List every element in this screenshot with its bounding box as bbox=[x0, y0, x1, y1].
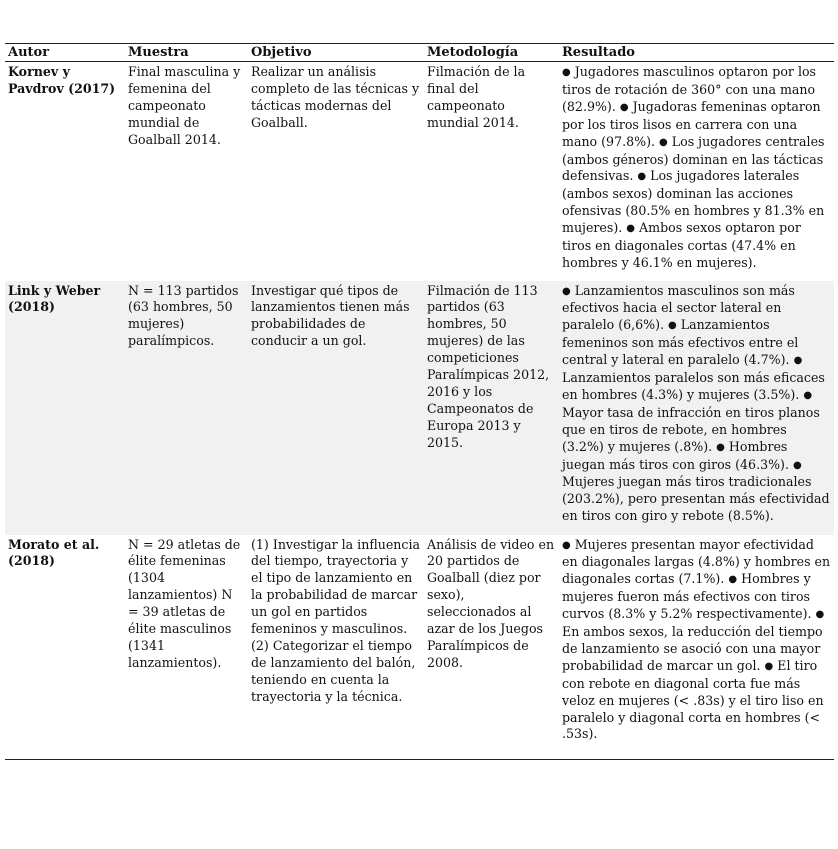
cell-muestra: Final masculina y femenina del campeonato mundial de Goalball 2014. bbox=[128, 64, 241, 147]
table-row bbox=[5, 62, 834, 281]
literature-table-container bbox=[5, 43, 834, 760]
result-item: Jugadores masculinos optaron por los tiros de rotación de 360° con una mano (82.9%). bbox=[562, 64, 817, 114]
result-item: Mujeres presentan mayor efectividad en diagonales largas (4.8%) y hombres en diagonales cortas (7.1%). bbox=[562, 536, 831, 587]
bullet-icon: ● bbox=[793, 459, 802, 471]
result-item: Lanzamientos femeninos son más efectivos entre el central y lateral en paralelo (4.7%). bbox=[562, 317, 799, 368]
table-row bbox=[5, 535, 834, 760]
result-item: Los jugadores centrales (ambos géneros) dominan en las tácticas defensivas. bbox=[562, 133, 825, 184]
cell-metodologia: Filmación de la final del campeonato mundial 2014. bbox=[427, 64, 526, 130]
result-item: Hombres y mujeres fueron más efectivos con tiros curvos (8.3% y 5.2% respectivamente). bbox=[562, 571, 812, 622]
result-item: El tiro con rebote en diagonal corta fue más veloz en mujeres (< .83s) y el tiro liso en paralelo y diagonal corta en hombres (< .53s). bbox=[562, 657, 824, 742]
bullet-icon: ● bbox=[764, 660, 774, 672]
result-item: En ambos sexos, la reducción del tiempo de lanzamiento se asoció con una mayor probabilidad de marcar un gol. bbox=[562, 624, 823, 673]
bullet-icon: ● bbox=[668, 320, 677, 332]
result-item: Mayor tasa de infracción en tiros planos que en tiros de rebote, en hombres (3.2%) y mujeres (.8%). bbox=[562, 404, 820, 454]
bullet-icon: ● bbox=[793, 355, 803, 367]
result-item: Hombres juegan más tiros con giros (46.3%). bbox=[562, 438, 789, 472]
cell-muestra: N = 113 partidos (63 hombres, 50 mujeres) paralímpicos. bbox=[125, 281, 248, 535]
bullet-icon: ● bbox=[637, 171, 647, 183]
cell-objetivo: Realizar un análisis completo de las técnicas y tácticas modernas del Goalball. bbox=[251, 64, 420, 130]
result-item: Lanzamientos masculinos son más efectivos hacia el sector lateral en paralelo (6,6%). bbox=[562, 282, 795, 333]
bullet-icon: ● bbox=[728, 574, 738, 586]
result-item: Mujeres juegan más tiros tradicionales (203.2%), pero presentan más efectividad en tiros con giro y rebote (8.5%). bbox=[562, 474, 830, 524]
bullet-icon: ● bbox=[562, 539, 571, 551]
header-objetivo: Objetivo bbox=[248, 44, 424, 62]
cell-autor: Kornev y Pavdrov (2017) bbox=[8, 64, 116, 96]
table-row bbox=[5, 281, 834, 535]
cell-resultado bbox=[559, 62, 834, 281]
bullet-icon: ● bbox=[815, 609, 825, 621]
header-resultado: Resultado bbox=[559, 44, 834, 62]
literature-review-table bbox=[5, 43, 834, 760]
header-autor: Autor bbox=[5, 44, 125, 62]
cell-muestra: N = 29 atletas de élite femeninas (1304 lanzamientos) N = 39 atletas de élite masculinos (1341 lanzamientos). bbox=[125, 535, 248, 760]
bullet-icon: ● bbox=[562, 67, 571, 78]
cell-metodologia: Análisis de video en 20 partidos de Goalball (diez por sexo), seleccionados al azar de los Juegos Paralímpicos de 2008. bbox=[424, 535, 559, 760]
cell-autor: Morato et al. (2018) bbox=[5, 535, 125, 760]
cell-autor: Link y Weber (2018) bbox=[5, 281, 125, 535]
bullet-icon: ● bbox=[619, 101, 629, 113]
bullet-icon: ● bbox=[716, 441, 725, 453]
header-muestra: Muestra bbox=[125, 44, 248, 62]
cell-metodologia: Filmación de 113 partidos (63 hombres, 50 mujeres) de las competiciones Paralímpicas 2012, 2016 y los Campeonatos de Europa 2013 y 2015. bbox=[424, 281, 559, 535]
bullet-icon: ● bbox=[562, 285, 571, 297]
result-item: Jugadoras femeninas optaron por los tiros lisos en carrera con una mano (97.8%). bbox=[562, 98, 821, 149]
cell-objetivo: (1) Investigar la influencia del tiempo, trayectoria y el tipo de lanzamiento en la probabilidad de marcar un gol en partidos femeninos y masculinos. (2) Categorizar el tiempo de lanzamiento del balón, teniendo en cuenta la trayectoria y la técnica. bbox=[248, 535, 424, 760]
bullet-icon: ● bbox=[659, 136, 668, 148]
bullet-icon: ● bbox=[803, 389, 813, 401]
header-row bbox=[5, 44, 834, 62]
header-metodologia: Metodología bbox=[424, 44, 559, 62]
bullet-icon: ● bbox=[626, 223, 636, 235]
cell-resultado bbox=[559, 281, 834, 535]
result-item: Los jugadores laterales (ambos sexos) dominan las acciones ofensivas (80.5% en hombres y 81.3% en mujeres). bbox=[562, 168, 825, 236]
cell-objetivo: Investigar qué tipos de lanzamientos tienen más probabilidades de conducir a un gol. bbox=[248, 281, 424, 535]
result-item: Lanzamientos paralelos son más eficaces en hombres (4.3%) y mujeres (3.5%). bbox=[562, 370, 825, 402]
cell-resultado bbox=[559, 535, 834, 760]
result-item: Ambos sexos optaron por tiros en diagonales cortas (47.4% en hombres y 46.1% en mujeres). bbox=[562, 220, 801, 270]
